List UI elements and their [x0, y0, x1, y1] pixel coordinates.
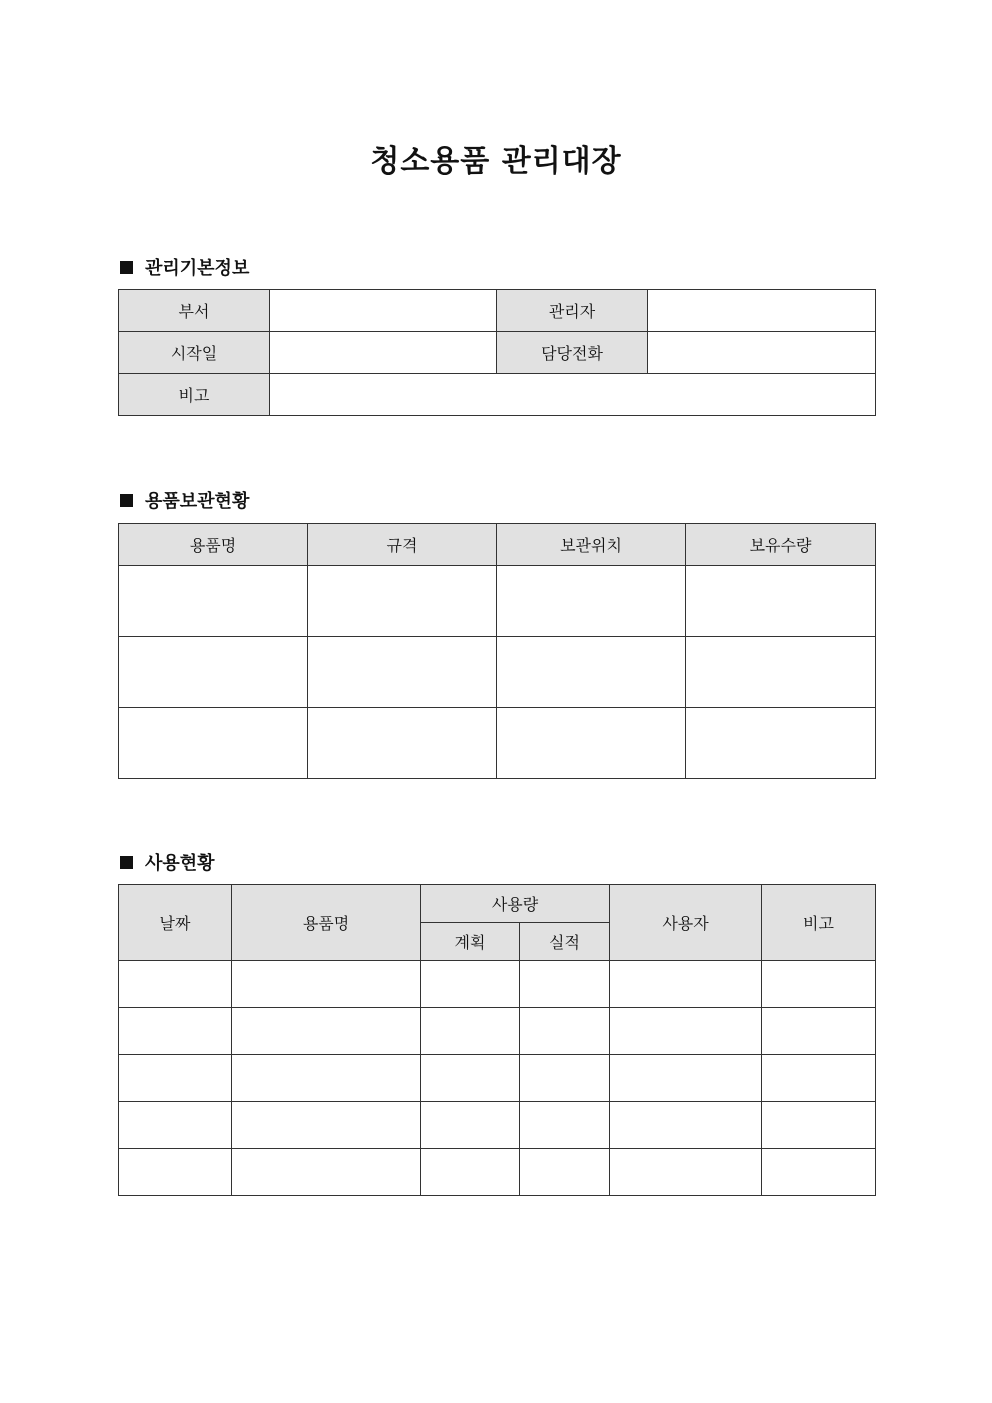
- remarks-field[interactable]: [270, 374, 876, 416]
- storage-header-item: 용품명: [119, 524, 308, 566]
- manager-label: 관리자: [497, 290, 648, 332]
- table-cell[interactable]: [762, 1102, 876, 1149]
- table-cell[interactable]: [232, 1149, 421, 1196]
- storage-table: [118, 523, 876, 779]
- table-row: [119, 1149, 876, 1196]
- table-cell[interactable]: [308, 637, 497, 708]
- table-row: [119, 1008, 876, 1055]
- table-cell[interactable]: [119, 637, 308, 708]
- section-storage-title: [120, 487, 249, 513]
- table-cell[interactable]: [520, 1055, 610, 1102]
- section-basic-title: [120, 254, 249, 280]
- contact-label: 담당전화: [497, 332, 648, 374]
- table-cell[interactable]: [421, 1149, 520, 1196]
- storage-header-location: 보관위치: [497, 524, 686, 566]
- table-cell[interactable]: [520, 1149, 610, 1196]
- table-cell[interactable]: [762, 1055, 876, 1102]
- table-cell[interactable]: [421, 1102, 520, 1149]
- table-cell[interactable]: [610, 961, 762, 1008]
- table-cell[interactable]: [421, 1055, 520, 1102]
- square-bullet-icon: [120, 261, 133, 274]
- table-cell[interactable]: [119, 566, 308, 637]
- table-cell[interactable]: [308, 708, 497, 779]
- table-cell[interactable]: [686, 637, 876, 708]
- table-row: [119, 1055, 876, 1102]
- table-cell[interactable]: [119, 1008, 232, 1055]
- table-row: [119, 1102, 876, 1149]
- table-cell[interactable]: [232, 1008, 421, 1055]
- remarks-label: 비고: [119, 374, 270, 416]
- table-cell[interactable]: [119, 1055, 232, 1102]
- square-bullet-icon: [120, 856, 133, 869]
- storage-header-spec: 규격: [308, 524, 497, 566]
- table-cell[interactable]: [119, 1102, 232, 1149]
- usage-header-amount: 사용량: [421, 885, 610, 923]
- table-cell[interactable]: [520, 1008, 610, 1055]
- square-bullet-icon: [120, 494, 133, 507]
- table-cell[interactable]: [762, 1008, 876, 1055]
- table-row: [119, 566, 876, 637]
- table-cell[interactable]: [520, 1102, 610, 1149]
- usage-header-item: 용품명: [232, 885, 421, 961]
- table-cell[interactable]: [686, 566, 876, 637]
- table-cell[interactable]: [308, 566, 497, 637]
- department-field[interactable]: [270, 290, 497, 332]
- page-title: 청소용품 관리대장: [370, 144, 622, 179]
- start-date-field[interactable]: [270, 332, 497, 374]
- usage-table: [118, 884, 876, 1196]
- table-row: [119, 637, 876, 708]
- table-cell[interactable]: [232, 961, 421, 1008]
- section-usage-label: 사용현황: [145, 853, 215, 874]
- section-usage-title: [120, 849, 215, 875]
- section-basic-label: 관리기본정보: [145, 258, 250, 279]
- table-cell[interactable]: [610, 1149, 762, 1196]
- table-row: [119, 708, 876, 779]
- table-cell[interactable]: [762, 1149, 876, 1196]
- table-cell[interactable]: [497, 637, 686, 708]
- table-cell[interactable]: [762, 961, 876, 1008]
- contact-field[interactable]: [648, 332, 876, 374]
- usage-header-plan: 계획: [421, 923, 520, 961]
- table-cell[interactable]: [421, 1008, 520, 1055]
- table-cell[interactable]: [610, 1055, 762, 1102]
- table-cell[interactable]: [497, 566, 686, 637]
- storage-header-quantity: 보유수량: [686, 524, 876, 566]
- table-cell[interactable]: [232, 1055, 421, 1102]
- table-cell[interactable]: [421, 961, 520, 1008]
- table-cell[interactable]: [119, 961, 232, 1008]
- usage-header-user: 사용자: [610, 885, 762, 961]
- section-storage-label: 용품보관현황: [145, 491, 250, 512]
- table-cell[interactable]: [119, 708, 308, 779]
- table-cell[interactable]: [497, 708, 686, 779]
- table-cell[interactable]: [610, 1102, 762, 1149]
- table-row: [119, 961, 876, 1008]
- usage-header-actual: 실적: [520, 923, 610, 961]
- table-cell[interactable]: [686, 708, 876, 779]
- start-date-label: 시작일: [119, 332, 270, 374]
- table-cell[interactable]: [119, 1149, 232, 1196]
- table-cell[interactable]: [610, 1008, 762, 1055]
- department-label: 부서: [119, 290, 270, 332]
- table-cell[interactable]: [520, 961, 610, 1008]
- usage-header-remarks: 비고: [762, 885, 876, 961]
- usage-header-date: 날짜: [119, 885, 232, 961]
- manager-field[interactable]: [648, 290, 876, 332]
- basic-info-table: [118, 289, 876, 416]
- table-cell[interactable]: [232, 1102, 421, 1149]
